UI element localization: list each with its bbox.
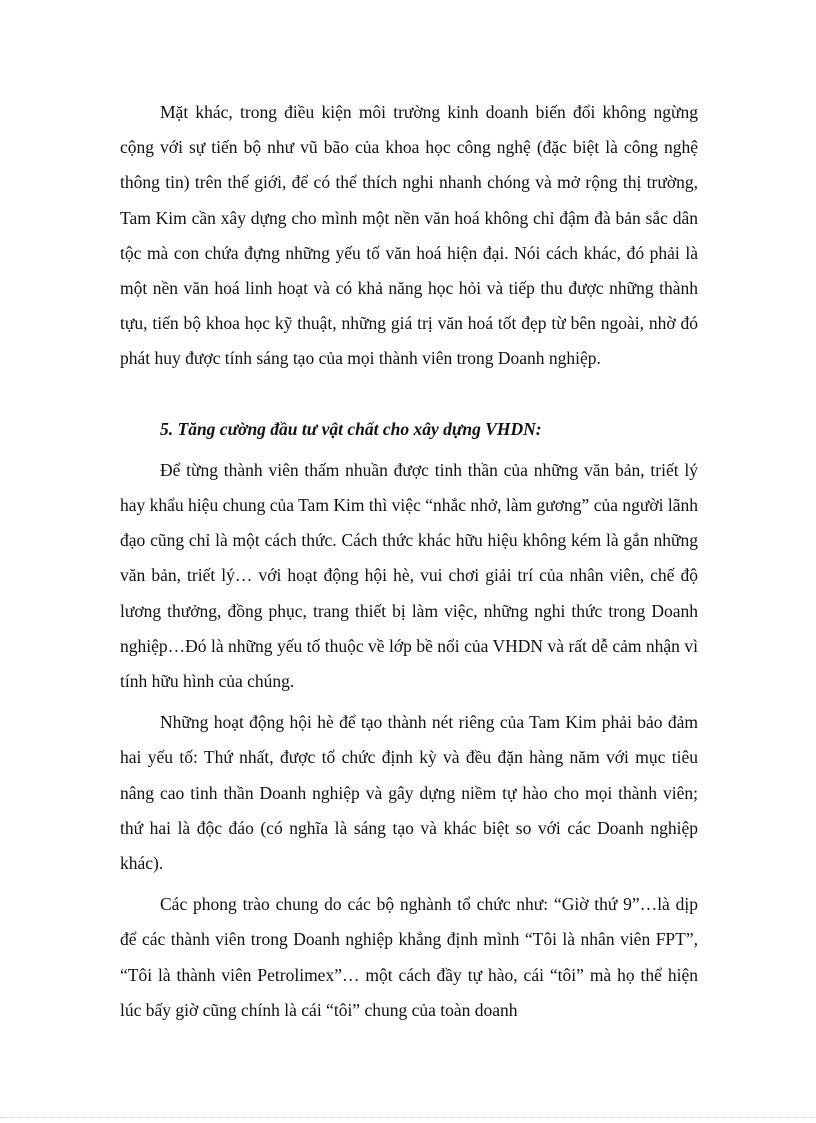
paragraph-festive-activities: Những hoạt động hội hè để tạo thành nét riêng của Tam Kim phải bảo đảm hai yếu tố: Thứ nhất, được tổ chức định kỳ và đều đặn hàng năm với mục tiêu nâng cao tinh thần Doanh nghiệp và gây dựng niềm tự hào cho mọi thành viên; thứ hai là độc đáo (có nghĩa là sáng tạo và khác biệt so với các Doanh nghiệp khác).: [120, 712, 698, 874]
paragraph-business-environment: Mặt khác, trong điều kiện môi trường kinh doanh biến đổi không ngừng cộng với sự tiến bộ như vũ bão của khoa học công nghệ (đặc biệt là công nghệ thông tin) trên thế giới, để có thể thích nghi nhanh chóng và mở rộng thị trường, Tam Kim cần xây dựng cho mình một nền văn hoá không chỉ đậm đà bản sắc dân tộc mà con chứa đựng những yếu tố văn hoá hiện đại. Nói cách khác, đó phải là một nền văn hoá linh hoạt và có khả năng học hỏi và tiếp thu được những thành tựu, tiến bộ khoa học kỹ thuật, những giá trị văn hoá tốt đẹp từ bên ngoài, nhờ đó phát huy được tính sáng tạo của mọi thành viên trong Doanh nghiệp.: [120, 102, 698, 369]
page-bottom-edge: [0, 1117, 816, 1118]
paragraph-common-movements: Các phong trào chung do các bộ nghành tổ chức như: “Giờ thứ 9”…là dịp để các thành viên trong Doanh nghiệp khẳng định mình “Tôi là nhân viên FPT”, “Tôi là thành viên Petrolimex”… một cách đầy tự hào, cái “tôi” mà họ thể hiện lúc bấy giờ cũng chính là cái “tôi” chung của toàn doanh: [120, 894, 698, 1020]
paragraph-material-investment: Để từng thành viên thấm nhuần được tinh thần của những văn bản, triết lý hay khẩu hiệu chung của Tam Kim thì việc “nhắc nhở, làm gương” của người lãnh đạo cũng chỉ là một cách thức. Cách thức khác hữu hiệu không kém là gắn những văn bản, triết lý… với hoạt động hội hè, vui chơi giải trí của nhân viên, chế độ lương thưởng, đồng phục, trang thiết bị làm việc, những nghi thức trong Doanh nghiệp…Đó là những yếu tố thuộc về lớp bề nổi của VHDN và rất dễ cảm nhận vì tính hữu hình của chúng.: [120, 459, 698, 692]
section-heading: 5. Tăng cường đầu tư vật chất cho xây dựng VHDN:: [160, 418, 542, 439]
document-page: [120, 95, 698, 1028]
